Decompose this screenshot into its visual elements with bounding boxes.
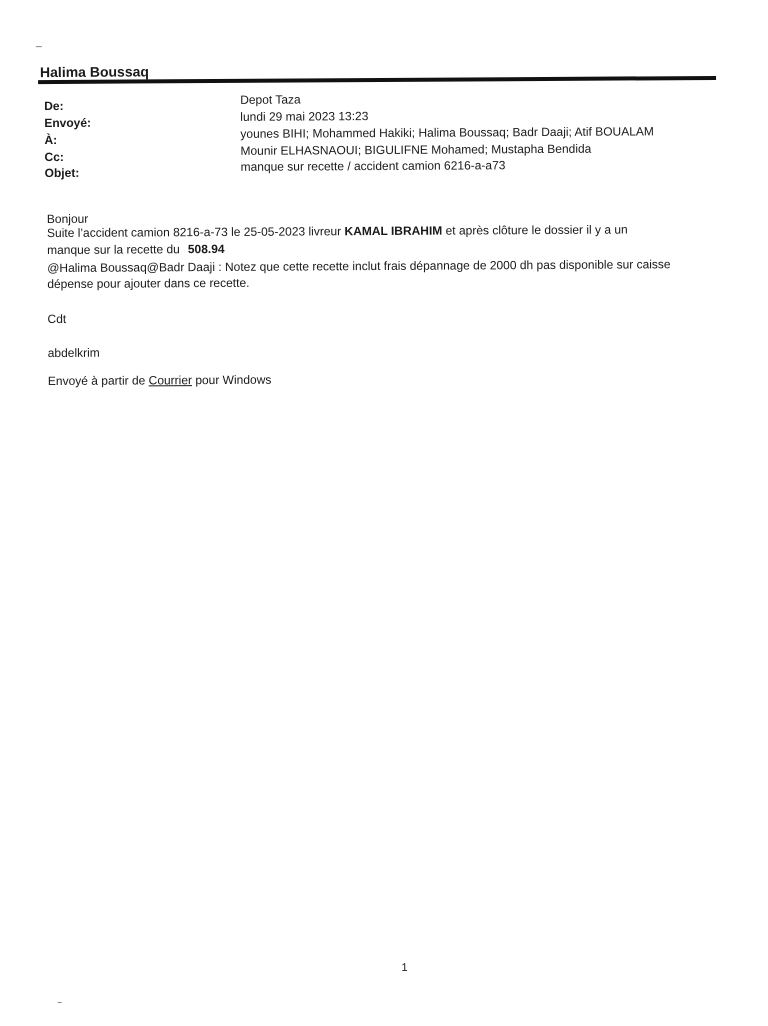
shortfall-text: manque sur la recette du (47, 242, 180, 258)
scan-speck (58, 1002, 62, 1003)
cc-value: Mounir ELHASNAOUI; BIGULIFNE Mohamed; Mustapha Bendida (240, 141, 592, 158)
sent-value: lundi 29 mai 2023 13:23 (240, 109, 369, 124)
to-value: younes BIHI; Mohammed Hakiki; Halima Boussaq; Badr Daaji; Atif BOUALAM (240, 124, 654, 141)
body-line-note: @Halima Boussaq@Badr Daaji : Notez que cette recette inclut frais dépannage de 2000 dh pas disponible sur caisse (47, 257, 671, 276)
accident-text: Suite l’accident camion 8216-a-73 le 25-05-2023 livreur (46, 224, 345, 241)
body-line-note-continued: dépense pour ajouter dans ce recette. (47, 275, 250, 292)
page-number: 1 (401, 961, 408, 974)
to-label: À: (44, 132, 58, 148)
driver-name: KAMAL IBRAHIM (344, 223, 443, 239)
shortfall-amount: 508.94 (187, 241, 225, 257)
from-label: De: (44, 98, 64, 114)
body-line-accident (47, 221, 628, 241)
sent-from-text: Envoyé à partir de (47, 373, 149, 389)
closing: Cdt (47, 311, 67, 327)
signature: abdelkrim (47, 345, 100, 361)
body-line-shortfall (47, 241, 225, 258)
subject-label: Objet: (44, 165, 80, 181)
greeting: Bonjour (46, 211, 89, 227)
cc-label: Cc: (44, 149, 64, 165)
subject-value: manque sur recette / accident camion 6216-a-a73 (240, 158, 506, 174)
closure-text: et après clôture le dossier il y a un (442, 222, 628, 238)
sent-from-footer (48, 372, 272, 389)
sent-from-suffix: pour Windows (191, 372, 272, 388)
sent-label: Envoyé: (44, 115, 92, 131)
scan-speck (36, 46, 42, 47)
from-value: Depot Taza (240, 92, 301, 107)
sender-name: Halima Boussaq (39, 63, 149, 81)
courrier-link[interactable]: Courrier (148, 373, 193, 388)
